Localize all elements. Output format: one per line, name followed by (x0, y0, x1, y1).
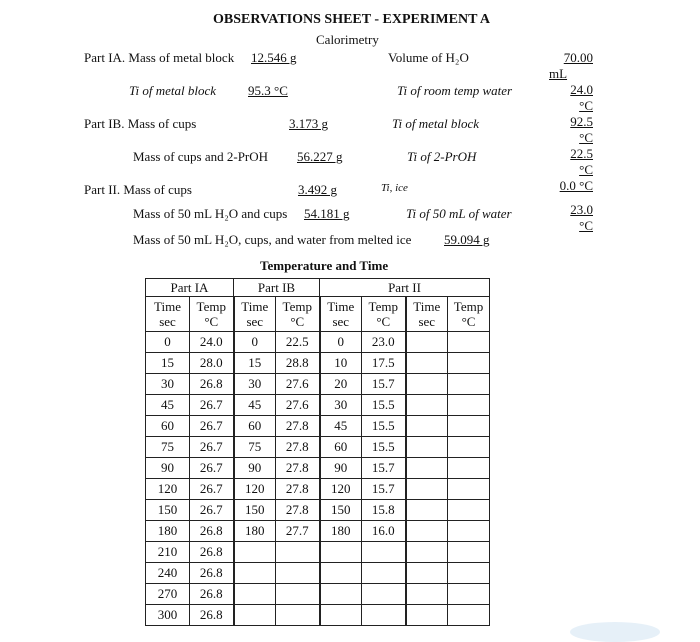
temperature-time-table (145, 278, 490, 626)
table-cell: 17.5 (362, 353, 406, 374)
table-cell (276, 584, 320, 605)
table-cell (276, 542, 320, 563)
table-cell: 26.8 (190, 605, 234, 626)
table-cell (406, 584, 448, 605)
table-cell: 24.0 (190, 332, 234, 353)
melted-ice-value: 59.094 g (444, 232, 490, 247)
table-cell: 180 (320, 521, 362, 542)
table-cell: 60 (320, 437, 362, 458)
table-cell (234, 584, 276, 605)
table-cell (406, 374, 448, 395)
table-row (146, 542, 490, 563)
volume-unit: mL (549, 66, 568, 81)
table-cell (448, 458, 490, 479)
table-cell: 15 (146, 353, 190, 374)
table-cell (276, 605, 320, 626)
table-cell (276, 563, 320, 584)
table-row (146, 479, 490, 500)
table-cell (448, 479, 490, 500)
table-cell (406, 458, 448, 479)
part1a-mass-label: Part IA. Mass of metal block (84, 50, 235, 65)
table-cell: 300 (146, 605, 190, 626)
table-cell (448, 416, 490, 437)
col-header-unit: °C (461, 314, 476, 329)
group-part1a: Part IA (146, 279, 234, 297)
col-header-label: Temp (453, 299, 484, 314)
table-cell: 28.0 (190, 353, 234, 374)
table-cell: 150 (234, 500, 276, 521)
table-cell (448, 563, 490, 584)
table-cell (406, 395, 448, 416)
table-cell (448, 500, 490, 521)
table-cell: 10 (320, 353, 362, 374)
table-cell: 270 (146, 584, 190, 605)
table-cell (406, 500, 448, 521)
table-cell (448, 605, 490, 626)
ti-metal-label: Ti of metal block (129, 83, 217, 98)
table-cell (362, 605, 406, 626)
col-header-label: Temp (196, 299, 226, 314)
table-cell: 15.7 (362, 374, 406, 395)
table-cell: 15 (234, 353, 276, 374)
col-header-unit: °C (204, 314, 219, 329)
table-cell: 27.8 (276, 416, 320, 437)
ti-water-label: Ti of 50 mL of water (406, 206, 512, 221)
part2-cups-value: 3.492 g (298, 182, 337, 197)
col-header-unit: °C (290, 314, 305, 329)
table-cell: 30 (234, 374, 276, 395)
table-cell (448, 374, 490, 395)
col-header-label: Time (413, 299, 441, 314)
col-header-time (146, 297, 190, 332)
table-cell: 23.0 (362, 332, 406, 353)
table-cell: 15.5 (362, 395, 406, 416)
table-cell (448, 584, 490, 605)
table-cell (234, 605, 276, 626)
t-proh-value: 22.5 (570, 146, 593, 161)
table-cell: 26.8 (190, 584, 234, 605)
table-cell (320, 542, 362, 563)
table-row (146, 395, 490, 416)
table-cell: 240 (146, 563, 190, 584)
table-cell: 26.7 (190, 416, 234, 437)
water-cups-label: Mass of 50 mL H₂O and cups (133, 206, 288, 221)
col-header-unit: sec (418, 314, 436, 329)
table-cell: 22.5 (276, 332, 320, 353)
table-cell (448, 542, 490, 563)
table-cell: 120 (234, 479, 276, 500)
table-row (146, 374, 490, 395)
part1b-cups-label: Part IB. Mass of cups (84, 116, 197, 131)
table-cell: 75 (234, 437, 276, 458)
table-row (146, 584, 490, 605)
table-cell: 90 (320, 458, 362, 479)
table-cell: 0 (320, 332, 362, 353)
table-cell: 26.7 (190, 458, 234, 479)
table-cell: 28.8 (276, 353, 320, 374)
t-proh-unit: °C (579, 162, 593, 177)
table-cell: 26.8 (190, 563, 234, 584)
col-header-temp (276, 297, 320, 332)
table-cell: 27.8 (276, 458, 320, 479)
table-cell: 120 (146, 479, 190, 500)
table-cell (448, 353, 490, 374)
table-cell (448, 437, 490, 458)
volume-value: 70.00 (563, 50, 593, 65)
blue-smudge (570, 622, 660, 642)
table-cell: 15.7 (362, 458, 406, 479)
col-header-temp (362, 297, 406, 332)
col-header-label: Time (327, 299, 355, 314)
table-cell: 75 (146, 437, 190, 458)
table-cell: 26.7 (190, 479, 234, 500)
table-cell (362, 542, 406, 563)
table-cell: 26.7 (190, 395, 234, 416)
part1b-cups-value: 3.173 g (289, 116, 328, 131)
table-cell (320, 563, 362, 584)
table-cell: 26.7 (190, 500, 234, 521)
table-cell: 90 (234, 458, 276, 479)
sheet-title: OBSERVATIONS SHEET - EXPERIMENT A (213, 12, 490, 27)
table-row (146, 353, 490, 374)
table-cell: 26.8 (190, 374, 234, 395)
part1a-mass-value: 12.546 g (251, 50, 297, 65)
table-cell: 15.5 (362, 437, 406, 458)
col-header-unit: sec (159, 314, 176, 329)
table-cell: 27.7 (276, 521, 320, 542)
table-cell (448, 332, 490, 353)
table-cell: 45 (146, 395, 190, 416)
table-cell (448, 521, 490, 542)
col-header-temp (448, 297, 490, 332)
table-cell: 30 (146, 374, 190, 395)
col-header-label: Temp (282, 299, 312, 314)
table-cell: 30 (320, 395, 362, 416)
group-part1b: Part IB (234, 279, 320, 297)
table-title: Temperature and Time (260, 258, 389, 273)
t-metal-value: 92.5 (570, 114, 593, 129)
table-cell: 150 (320, 500, 362, 521)
right-values-column (545, 50, 593, 234)
cups-proh-label: Mass of cups and 2-PrOH (133, 149, 269, 164)
col-header-time (320, 297, 362, 332)
col-header-unit: sec (246, 314, 264, 329)
table-cell: 26.8 (190, 542, 234, 563)
col-header-time (406, 297, 448, 332)
ti-ice-label: Ti, ice (381, 182, 408, 194)
cups-proh-value: 56.227 g (297, 149, 343, 164)
ti-proh-label: Ti of 2-PrOH (407, 149, 477, 164)
col-header-label: Time (154, 299, 181, 314)
ti-metal-value: 95.3 °C (248, 83, 288, 98)
table-cell (234, 563, 276, 584)
t-water-unit: °C (579, 218, 593, 233)
water-cups-value: 54.181 g (304, 206, 350, 221)
table-cell (406, 332, 448, 353)
table-cell: 27.8 (276, 500, 320, 521)
col-header-unit: °C (376, 314, 391, 329)
col-header-label: Time (241, 299, 269, 314)
ti-metal2-label: Ti of metal block (392, 116, 480, 131)
table-cell (362, 584, 406, 605)
col-header-label: Temp (368, 299, 398, 314)
group-part2: Part II (320, 279, 490, 297)
table-cell (406, 563, 448, 584)
ti-room-label: Ti of room temp water (397, 83, 513, 98)
table-cell: 15.5 (362, 416, 406, 437)
table-row (146, 332, 490, 353)
table-cell (406, 542, 448, 563)
table-cell (406, 479, 448, 500)
table-cell: 27.8 (276, 437, 320, 458)
table-cell (320, 605, 362, 626)
table-cell: 26.7 (190, 437, 234, 458)
table-row (146, 416, 490, 437)
table-cell: 210 (146, 542, 190, 563)
table-row (146, 521, 490, 542)
t-metal-unit: °C (579, 130, 593, 145)
table-cell: 15.8 (362, 500, 406, 521)
t-room-unit: °C (579, 98, 593, 113)
table-cell: 0 (146, 332, 190, 353)
col-header-time (234, 297, 276, 332)
table-row (146, 563, 490, 584)
table-cell: 16.0 (362, 521, 406, 542)
volume-label: Volume of H₂O (388, 50, 469, 65)
table-cell (448, 395, 490, 416)
table-cell (406, 416, 448, 437)
table-cell: 27.6 (276, 374, 320, 395)
table-cell (406, 353, 448, 374)
table-cell: 60 (146, 416, 190, 437)
sheet-subtitle: Calorimetry (316, 32, 379, 47)
table-cell: 150 (146, 500, 190, 521)
table-cell: 0 (234, 332, 276, 353)
table-row (146, 458, 490, 479)
table-row (146, 437, 490, 458)
table-cell: 15.7 (362, 479, 406, 500)
part2-cups-label: Part II. Mass of cups (84, 182, 192, 197)
table-cell (362, 563, 406, 584)
table-row (146, 605, 490, 626)
table-cell: 27.6 (276, 395, 320, 416)
table-row (146, 500, 490, 521)
table-cell (320, 584, 362, 605)
table-cell: 90 (146, 458, 190, 479)
table-cell: 26.8 (190, 521, 234, 542)
melted-ice-label: Mass of 50 mL H₂O, cups, and water from melted ice (133, 232, 412, 247)
t-room-value: 24.0 (570, 82, 593, 97)
table-cell: 180 (146, 521, 190, 542)
col-header-unit: sec (332, 314, 350, 329)
table-cell (406, 605, 448, 626)
col-header-temp (190, 297, 234, 332)
t-ice-value: 0.0 °C (559, 178, 593, 193)
table-cell (406, 521, 448, 542)
table-cell: 45 (234, 395, 276, 416)
table-cell: 27.8 (276, 479, 320, 500)
table-cell: 120 (320, 479, 362, 500)
table-cell: 20 (320, 374, 362, 395)
table-cell (234, 542, 276, 563)
t-water-value: 23.0 (570, 202, 593, 217)
table-cell: 60 (234, 416, 276, 437)
table-cell: 180 (234, 521, 276, 542)
table-cell (406, 437, 448, 458)
table-cell: 45 (320, 416, 362, 437)
